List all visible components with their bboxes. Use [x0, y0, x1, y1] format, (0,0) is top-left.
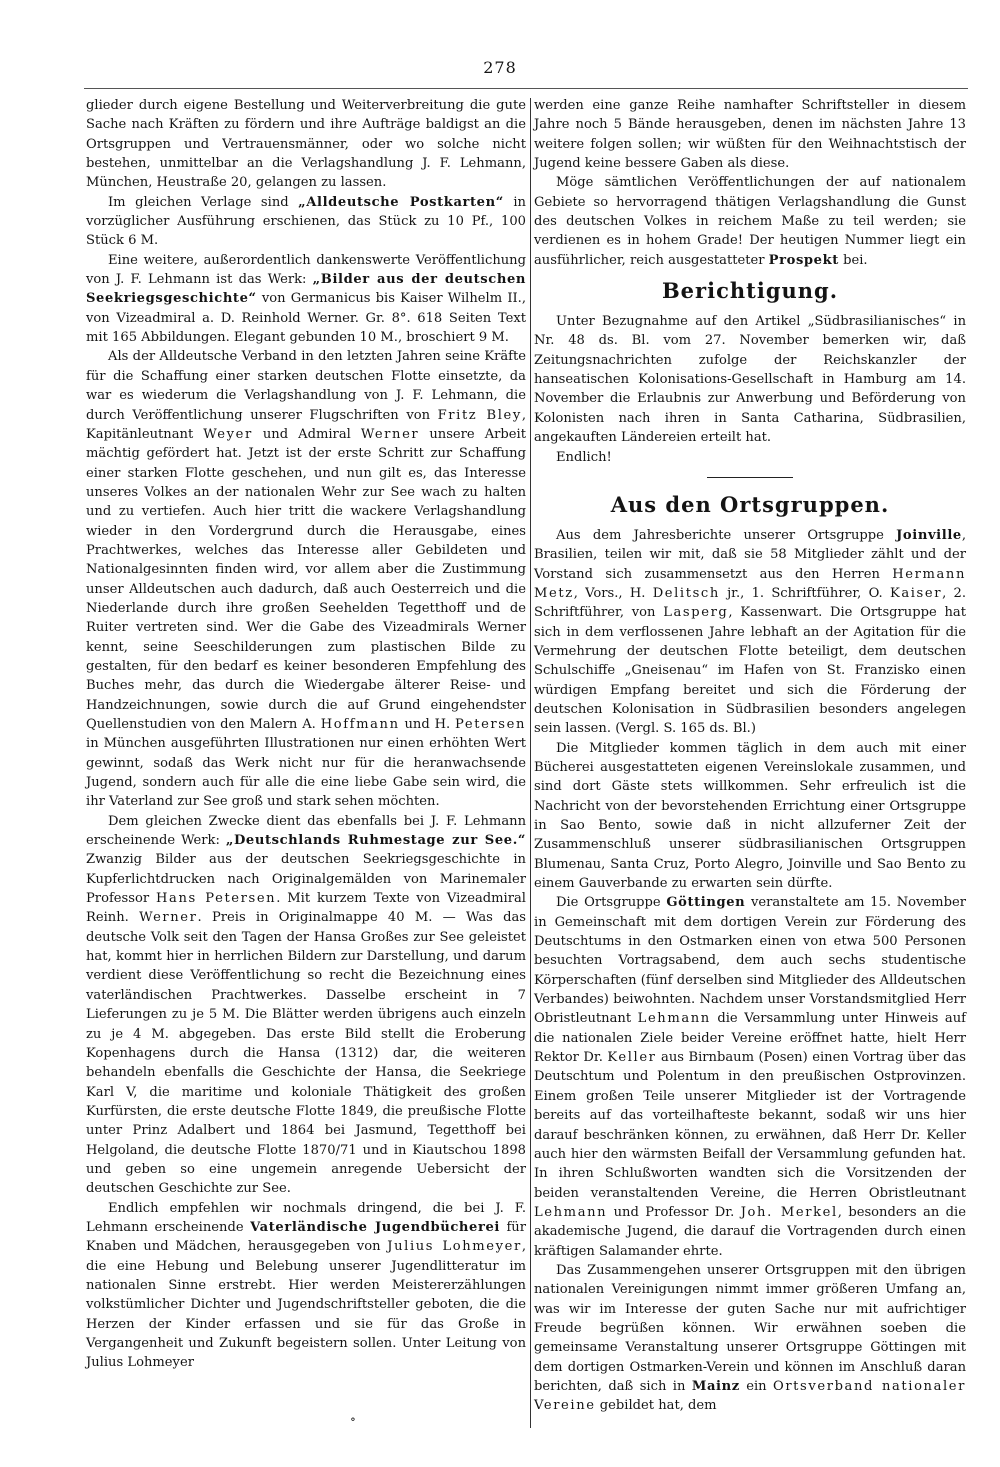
left-paragraph: Endlich empfehlen wir nochmals dringend, die bei J. F. Lehmann erscheinende Vaterländische Jugendbücherei für Knaben und Mädchen, herausgegeben von Julius Lohmeyer, die eine Hebung und Belebung unserer Jugendlitteratur im nationalen Sinne erstrebt. Hier werden Meistererzählungen volkstümlicher Dichter und Jugendschriftsteller geboten, die die Herzen der Kinder erfassen und sie für das Große in Vergangenheit und Zukunft begeistern sollen. Unter Leitung von Julius Lohmeyer	[86, 1200, 527, 1371]
left-paragraph: Im gleichen Verlage sind „Alldeutsche Postkarten“ in vorzüglicher Ausführung erschienen, das Stück zu 10 Pf., 100 Stück 6 M.	[86, 194, 526, 249]
left-paragraph: Dem gleichen Zwecke dient das ebenfalls bei J. F. Lehmann erscheinende Werk: „Deutschlands Ruhmestage zur See.“ Zwanzig Bilder aus der deutschen Seekriegsgeschichte in Kupferlichtdrucken nach Originalgemälden von Marinemaler Professor Hans Petersen. Mit kurzem Texte von Vizeadmiral Reinh. Werner. Preis in Originalmappe 40 M. — Was das deutsche Volk seit den Tagen der Hansa Großes zur See geleistet hat, kommt hier in herrlichen Bildern zur Darstellung, und darum verdient diese Veröffentlichung so recht die Bezeichnung eines vaterländischen Prachtwerkes. Dasselbe erscheint in 7 Lieferungen zu je 5 M. Die Blätter werden übrigens auch einzeln zu je 4 M. abgegeben. Das erste Bild stellt die Eroberung Kopenhagens durch die Hansa (1312) dar, die weiteren behandeln ebenfalls die Geschichte der Hansa, die Seekriege Karl V, die maritime und koloniale Thätigkeit des großen Kurfürsten, die erste deutsche Flotte 1849, die preußische Flotte unter Prinz Adalbert und 1864 bei Jasmund, Tegetthoff bei Helgoland, die deutsche Flotte 1870/71 und in Kiautschou 1898 und geben so eine ungemein anregende Uebersicht der deutschen Geschichte zur See.	[86, 813, 526, 1197]
column-divider	[530, 98, 531, 1428]
left-paragraph: glieder durch eigene Bestellung und Weiterverbreitung die gute Sache nach Kräften zu fördern und ihre Aufträge baldigst an die Ortsgruppen und Vertrauensmänner, oder wo solche nicht bestehen, unmittelbar an die Verlagshandlung J. F. Lehmann, München, Heustraße 20, gelangen zu lassen.	[86, 98, 526, 191]
section-divider	[707, 477, 793, 478]
intro-paragraph: werden eine ganze Reihe namhafter Schriftsteller in diesem Jahre noch 5 Bände herausgeben, denen im nächsten Jahre 13 weitere folgen sollen; wir wüßten für den Weihnachtstisch der Jugend keine bessere Gaben als diese.	[534, 98, 966, 172]
left-paragraph: Als der Alldeutsche Verband in den letzten Jahren seine Kräfte für die Schaffung einer starken deutschen Flotte einsetzte, da war es wiederum die Verlagshandlung von J. F. Lehmann, die durch Veröffentlichung unserer Flugschriften von Fritz Bley, Kapitänleutnant Weyer und Admiral Werner unsere Arbeit mächtig gefördert hat. Jetzt ist der erste Schritt zur Schaffung einer starken Flotte geschehen, und nun gilt es, das Interesse unseres Volkes an der nationalen Wehr zur See wach zu halten und zu vertiefen. Auch hier tritt die wackere Verlagshandlung wieder in den Vordergrund durch die Herausgabe, eines Prachtwerkes, welches das Interesse aller Gebildeten und Nationalgesinnten finden wird, vor allem aber die Zustimmung unser Alldeutschen auch dadurch, daß auch Oesterreich und die Niederlande durch ihre großen Seehelden Tegetthoff und de Ruiter vertreten sind. Wer die Gabe des Vizeadmirals Werner kennt, seine Seeschilderungen zum plastischen Bilde zu gestalten, für den bedarf es keiner besonderen Empfehlung des Buches mehr, das durch die Wiedergabe älterer Reise- und Handzeichnungen, sowie durch die auf Grund eingehendster Quellenstudien von den Malern A. Hoffmann und H. Petersen in München ausgeführten Illustrationen nur einen erhöhten Wert gewinnt, sodaß das Werk nicht nur für die heranwachsende Jugend, sondern auch für alle die eine liebe Gabe sein wird, die ihr Vaterland zur See groß und stark sehen möchten.	[86, 349, 527, 810]
right-intro	[534, 96, 966, 270]
heading-berichtigung: Berichtigung.	[661, 278, 839, 304]
berichtigung-paragraph: Endlich!	[556, 449, 612, 465]
ortsgruppen-paragraph: Aus dem Jahresberichte unserer Ortsgruppe Joinville, Brasilien, teilen wir mit, daß sie 58 Mitglieder zählt und der Vorstand sich zusammensetzt aus den Herren Hermann Metz, Vors., H. Delitsch jr., 1. Schriftführer, O. Kaiser, 2. Schriftführer, von Lasperg, Kassenwart. Die Ortsgruppe hat sich in dem verflossenen Jahre lebhaft an der Agitation für die Vermehrung der deutschen Flotte beteiligt, dem deutschen Schulschiffe „Gneisenau“ im Hafen von St. Franzisko einen würdigen Empfang bereitet und sich die Förderung der deutschen Kolonisation in Südbrasilien besonders angelegen sein lassen. (Vergl. S. 165 ds. Bl.)	[534, 527, 967, 737]
left-paragraph: Eine weitere, außerordentlich dankenswerte Veröffentlichung von J. F. Lehmann ist das Werk: „Bilder aus der deutschen Seekriegsgeschichte“ von Germanicus bis Kaiser Wilhelm II., von Vizeadmiral a. D. Reinhold Werner. Gr. 8°. 618 Seiten Text mit 165 Abbildungen. Elegant gebunden 10 M., broschiert 9 M.	[86, 252, 526, 346]
ortsgruppen-paragraph: Die Mitglieder kommen täglich in dem auch mit einer Bücherei ausgestatteten eigenen Vereinslokale zusammen, und sind dort Gäste stets willkommen. Sehr erfreulich ist die Nachricht von der bevorstehenden Errichtung einer Ortsgruppe in Sao Bento, sowie daß in nicht allzuferner Zeit der Zusammenschluß unserer südbrasilianischen Ortsgruppen Blumenau, Santa Cruz, Porto Alegro, Joinville und Sao Bento zu einem Gauverbande zu erwarten sein dürfte.	[534, 740, 966, 892]
intro-paragraph: Möge sämtlichen Veröffentlichungen der auf nationalem Gebiete so hervorragend thätigen Verlagshandlung die Gunst des deutschen Volkes in reichem Maße zu teil werden; sie verdienen es in hohem Grade! Der heutigen Nummer liegt ein ausführlicher, reich ausgestatteter Prospekt bei.	[534, 175, 966, 268]
berichtigung-paragraph: Unter Bezugnahme auf den Artikel „Südbrasilianisches“ in Nr. 48 ds. Bl. vom 27. November bemerken wir, daß Zeitungsnachrichten zufolge der Reichskanzler der hanseatischen Kolonisations-Gesellschaft in Hamburg am 14. November die Erlaubnis zur Anwerbung und Beförderung von Kolonisten nach ihren in Santa Catharina, Südbrasilien, angekauften Ländereien erteilt hat.	[534, 314, 966, 446]
page-number: 278	[483, 58, 517, 77]
header-rule	[84, 88, 968, 89]
ortsgruppen-paragraph: Die Ortsgruppe Göttingen veranstaltete am 15. November in Gemeinschaft mit dem dortigen Verein zur Förderung des Deutschtums in den Ostmarken einen von etwa 500 Personen besuchten Vortragsabend, dem auch sechs studentische Körperschaften (fünf derselben sind Mitglieder des Alldeutschen Verbandes) beiwohnten. Nachdem unser Vorstandsmitglied Herr Obristleutnant Lehmann die Versammlung unter Hinweis auf die nationalen Ziele beider Vereine eröffnet hatte, hielt Herr Rektor Dr. Keller aus Birnbaum (Posen) einen Vortrag über das Deutschtum und Polentum in den preußischen Ostprovinzen. Einem großen Teile unserer Mitglieder ist der Vortragende bereits auf das vorteilhafteste bekannt, sodaß wir uns hier darauf beschränken können, zu erwähnen, daß Herr Dr. Keller auch hier den wärmsten Beifall der Versammlung gefunden hat. In ihren Schlußworten wandten sich die Vorsitzenden der beiden veranstaltenden Vereine, die Herren Obristleutnant Lehmann und Professor Dr. Joh. Merkel, besonders an die akademische Jugend, die darauf die Vortragenden durch einen kräftigen Salamander ehrte.	[534, 895, 966, 1259]
ortsgruppen-paragraph: Das Zusammengehen unserer Ortsgruppen mit den übrigen nationalen Vereinigungen nimmt immer größeren Umfang an, was wir im Interesse der guten Sache nur mit aufrichtiger Freude begrüßen können. Wir erwähnen soeben die gemeinsame Veranstaltung unserer Ortsgruppe Göttingen mit dem dortigen Ostmarken-Verein und können im Anschluß daran berichten, daß sich in Mainz ein Ortsverband nationaler Vereine gebildet hat, dem	[534, 1262, 966, 1414]
heading-ortsgruppen: Aus den Ortsgruppen.	[610, 491, 890, 517]
left-column	[86, 96, 526, 1373]
right-column	[534, 96, 966, 1416]
ortsgruppen-body	[534, 526, 966, 1416]
ornament-icon: ∘	[350, 1412, 356, 1426]
berichtigung-body	[534, 312, 966, 467]
